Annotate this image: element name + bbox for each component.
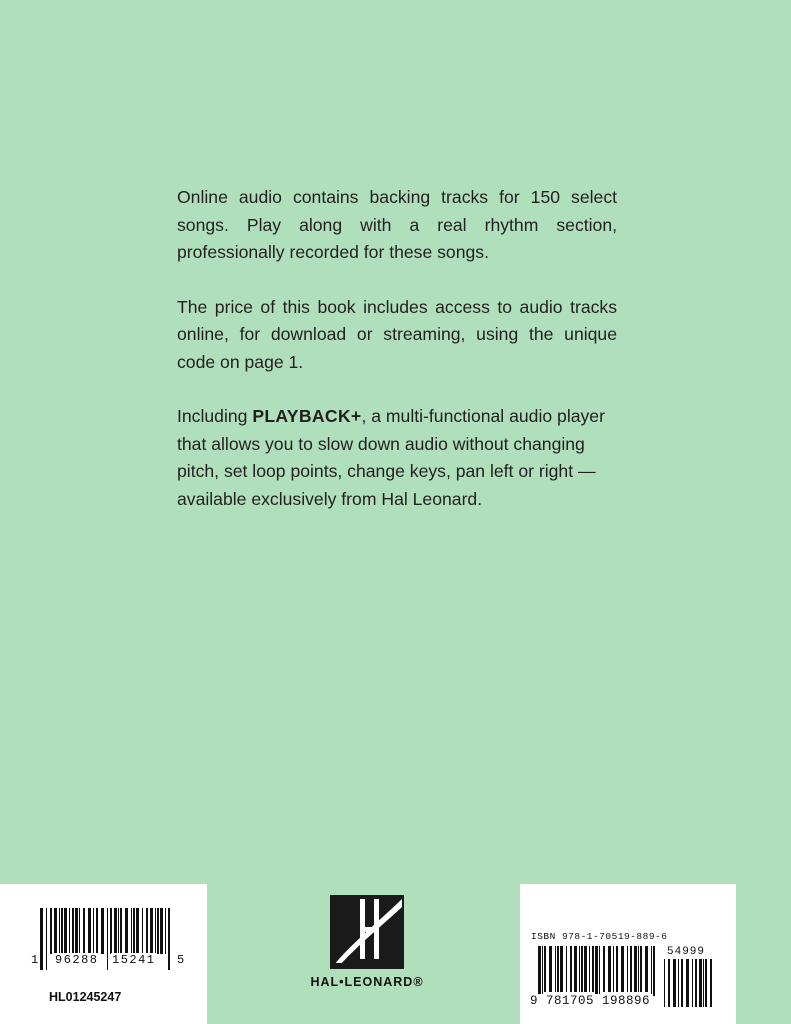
upc-barcode-panel [0,884,207,1024]
isbn-barcode-panel [520,884,736,1024]
upc-check-digit: 5 [177,953,185,967]
isbn-number: ISBN 978-1-70519-889-6 [531,931,668,942]
upc-right-digits: 15241 [112,953,156,967]
playback-plus-name: PLAYBACK+ [252,406,362,426]
hal-leonard-wordmark: HAL•LEONARD® [310,975,424,989]
description-paragraph-1: Online audio contains backing tracks for 150 select songs. Play along with a real rhythm section, professionally recorded for these songs. [177,187,617,262]
upc-first-digit: 1 [31,953,39,967]
product-code: HL01245247 [49,990,122,1004]
paragraph-3-body: , a multi-functional audio player that allows you to slow down audio without changing pitch, set loop points, change keys, pan left or right — available exclusively from Hal Leonard. [177,406,605,509]
back-cover-description [177,184,617,540]
ean-digits: 9 781705 198896 [530,994,651,1008]
description-paragraph-2: The price of this book includes access to audio tracks online, for download or streaming, using the unique code on page 1. [177,296,617,372]
description-paragraph-3 [177,403,617,513]
price-code: 54999 [667,946,706,958]
hal-leonard-logo [288,895,446,995]
price-barcode [664,959,712,1007]
paragraph-3-intro: Including [177,406,253,426]
hal-leonard-mark-icon [330,895,404,969]
upc-left-digits: 96288 [55,953,99,967]
